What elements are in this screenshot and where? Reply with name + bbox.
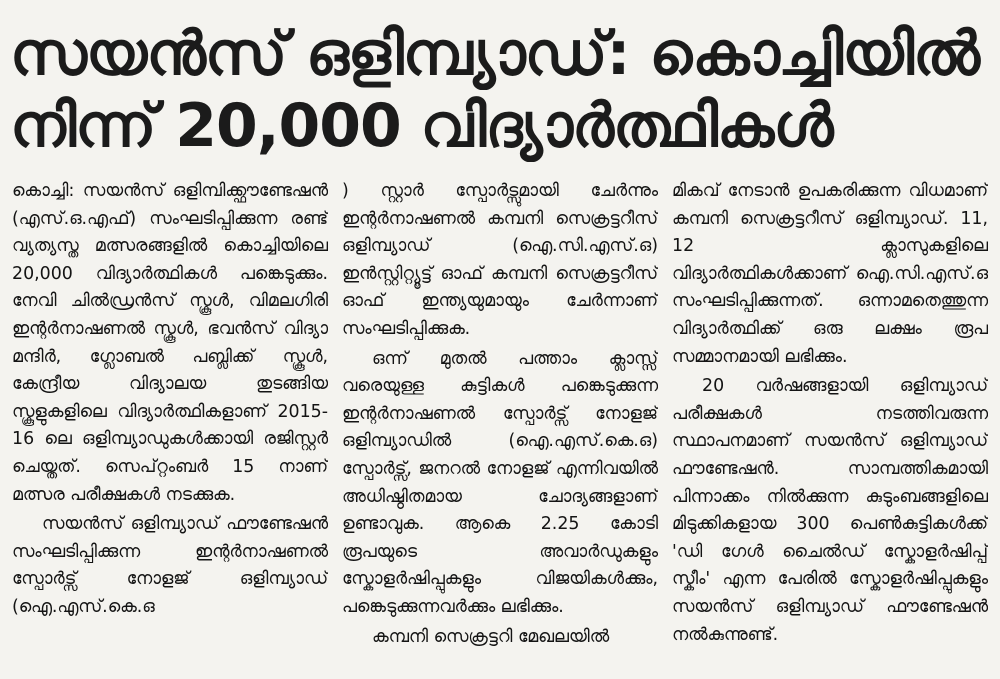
- paragraph: മികവ് നേടാൻ ഉപകരിക്കുന്ന വിധമാണ് കമ്പനി സെക്രട്ടറീസ് ഒളിമ്പ്യാഡ്. 11, 12 ക്ലാസുകളിലെ വിദ്യാർത്ഥികൾക്കാണ് ഐ.സി.എസ്.ഒ സംഘടിപ്പിക്കുന്നത്. ഒന്നാമതെത്തുന്ന വിദ്യാർത്ഥിക്ക് ഒരു ലക്ഷം രൂപ സമ്മാനമായി ലഭിക്കും.: [672, 181, 988, 367]
- paragraph: 20 വർഷങ്ങളായി ഒളിമ്പ്യാഡ് പരീക്ഷകൾ നടത്തിവരുന്ന സ്ഥാപനമാണ് സയൻസ് ഒളിമ്പ്യാഡ് ഫൗണ്ടേഷൻ. സാമ്പത്തികമായി പിന്നാക്കം നിൽക്കുന്ന കുടുംബങ്ങളിലെ മിടുക്കികളായ 300 പെൺകുട്ടികൾക്ക് 'ഡി ഗേൾ ചൈൽഡ് സ്കോളർഷിപ്പ് സ്കീം' എന്ന പേരിൽ സ്കോളർഷിപ്പുകളും സയൻസ് ഒളിമ്പ്യാഡ് ഫൗണ്ടേഷൻ നൽകുന്നുണ്ട്.: [672, 376, 988, 645]
- headline-line-2: നിന്ന് 20,000 വിദ്യാർത്ഥികൾ: [10, 91, 833, 161]
- paragraph: കൊച്ചി: സയൻസ് ഒളിമ്പിക്ക്ഫൗണ്ടേഷൻ (എസ്.ഒ.എഫ്) സംഘടിപ്പിക്കുന്ന രണ്ട് വ്യത്യസ്ത മത്സരങ്ങളിൽ കൊച്ചിയിലെ 20,000 വിദ്യാർത്ഥികൾ പങ്കെടുക്കും. നേവി ചിൽഡ്രൻസ് സ്കൂൾ, വിമലഗിരി ഇന്റർനാഷണൽ സ്കൂൾ, ഭവൻസ് വിദ്യാ മന്ദിർ, ഗ്ലോബൽ പബ്ലിക്ക് സ്കൂൾ, കേന്ദ്രീയ വിദ്യാലയ തുടങ്ങിയ സ്കൂളുകളിലെ വിദ്യാർത്ഥികളാണ് 2015-16 ലെ ഒളിമ്പ്യാഡുകൾക്കായി രജിസ്റ്റർ ചെയ്തത്. സെപ്റ്റംബർ 15 നാണ് മത്സര പരീക്ഷകൾ നടക്കുക.: [12, 181, 328, 505]
- paragraph: ഒന്ന് മുതൽ പത്താം ക്ലാസ്സ് വരെയുള്ള കുട്ടികൾ പങ്കെടുക്കുന്ന ഇന്റർനാഷണൽ സ്പോർട്സ് നോളജ് ഒളിമ്പ്യാഡിൽ (ഐ.എസ്.കെ.ഒ) സ്പോർട്സ്, ജനറൽ നോളജ് എന്നിവയിൽ അധിഷ്ഠിതമായ ചോദ്യങ്ങളാണ് ഉണ്ടാവുക. ആകെ 2.25 കോടി രൂപയുടെ അവാർഡുകളും സ്കോളർഷിപ്പുകളും വിജയികൾക്കും, പങ്കെടുക്കുന്നവർക്കും ലഭിക്കും.: [342, 348, 658, 617]
- headline: [10, 18, 990, 162]
- headline-line-1: സയൻസ് ഒളിമ്പ്യാഡ്: കൊച്ചിയിൽ: [10, 19, 979, 89]
- paragraph: സയൻസ് ഒളിമ്പ്യാഡ് ഫൗണ്ടേഷൻ സംഘടിപ്പിക്കുന്ന ഇന്റർനാഷണൽ സ്പോർട്സ് നോളജ് ഒളിമ്പ്യാഡ് (ഐ.എസ്.കെ.ഒ: [12, 514, 328, 617]
- paragraph: ) സ്റ്റാർ സ്പോർട്സുമായി ചേർന്നും ഇന്റർനാഷണൽ കമ്പനി സെക്രട്ടറീസ് ഒളിമ്പ്യാഡ് (ഐ.സി.എസ്.ഒ) ഇൻസ്റ്റിറ്റ്യൂട്ട് ഓഫ് കമ്പനി സെക്രട്ടറീസ് ഓഫ് ഇന്ത്യയുമായും ചേർന്നാണ് സംഘടിപ്പിക്കുക.: [342, 181, 658, 339]
- article-body: [12, 178, 988, 672]
- paragraph: കമ്പനി സെക്രട്ടറി മേഖലയിൽ: [372, 626, 610, 647]
- column-1: [12, 178, 328, 672]
- column-2: [342, 178, 658, 672]
- column-3: [672, 178, 988, 672]
